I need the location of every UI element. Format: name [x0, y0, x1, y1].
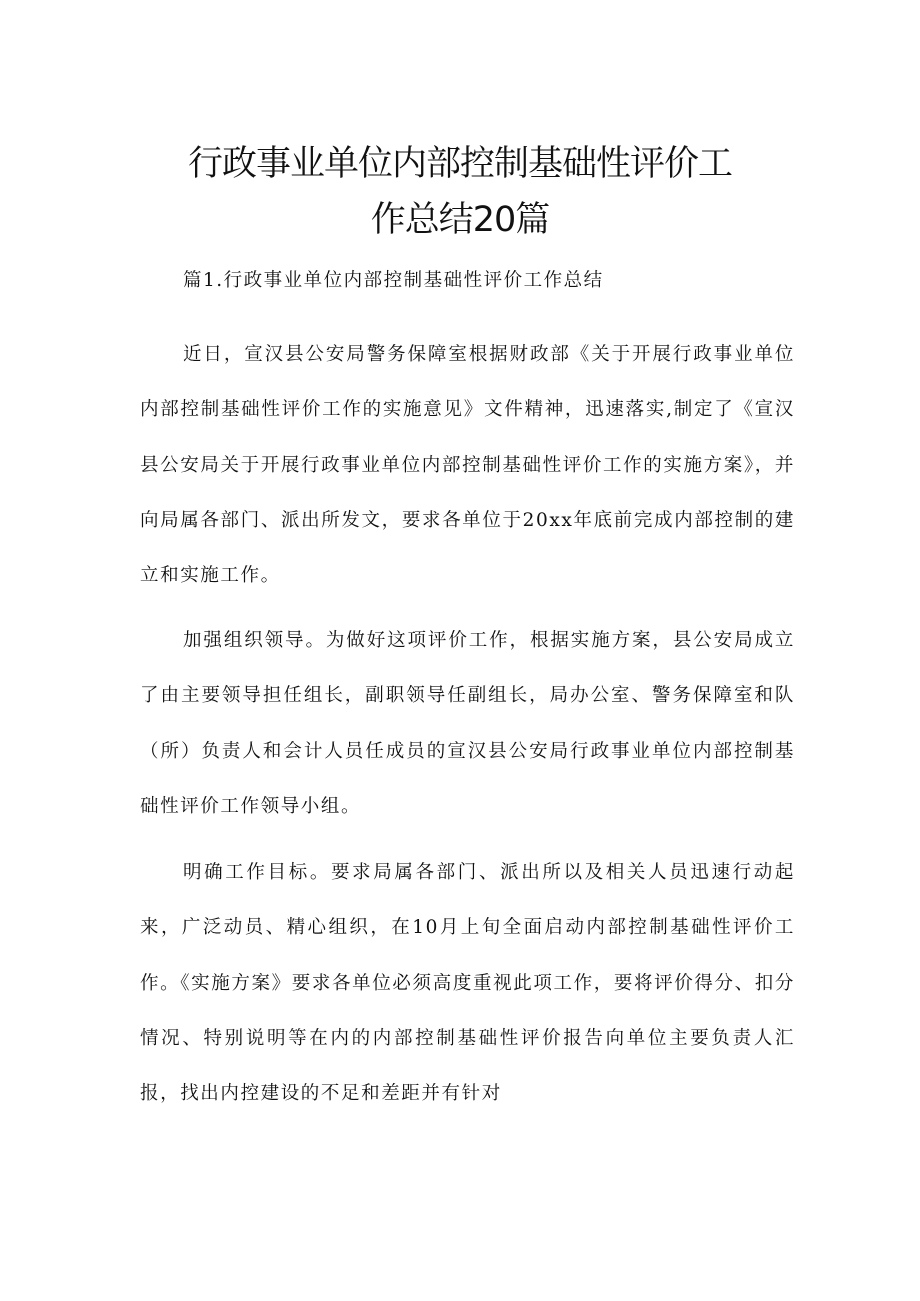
document-title-line-2: 作总结20篇	[370, 200, 550, 240]
body-paragraph: 明确工作目标。要求局属各部门、派出所以及相关人员迅速行动起来，广泛动员、精心组织，在10月上旬全面启动内部控制基础性评价工作。《实施方案》要求各单位必须高度重视此项工作，要将评价得分、扣分情况、特别说明等在内的内部控制基础性评价报告向单位主要负责人汇报，找出内控建设的不足和差距并有针对	[140, 862, 795, 1105]
body-paragraph: 近日，宣汉县公安局警务保障室根据财政部《关于开展行政事业单位内部控制基础性评价工作的实施意见》文件精神，迅速落实,制定了《宣汉县公安局关于开展行政事业单位内部控制基础性评价工作的实施方案》，并向局属各部门、派出所发文，要求各单位于20xx年底前完成内部控制的建立和实施工作。	[140, 344, 795, 587]
section-heading: 篇1.行政事业单位内部控制基础性评价工作总结	[183, 270, 604, 291]
body-paragraph: 加强组织领导。为做好这项评价工作，根据实施方案，县公安局成立了由主要领导担任组长，副职领导任副组长，局办公室、警务保障室和队（所）负责人和会计人员任成员的宣汉县公安局行政事业单位内部控制基础性评价工作领导小组。	[140, 630, 795, 817]
document-title-line-1: 行政事业单位内部控制基础性评价工	[187, 144, 732, 184]
